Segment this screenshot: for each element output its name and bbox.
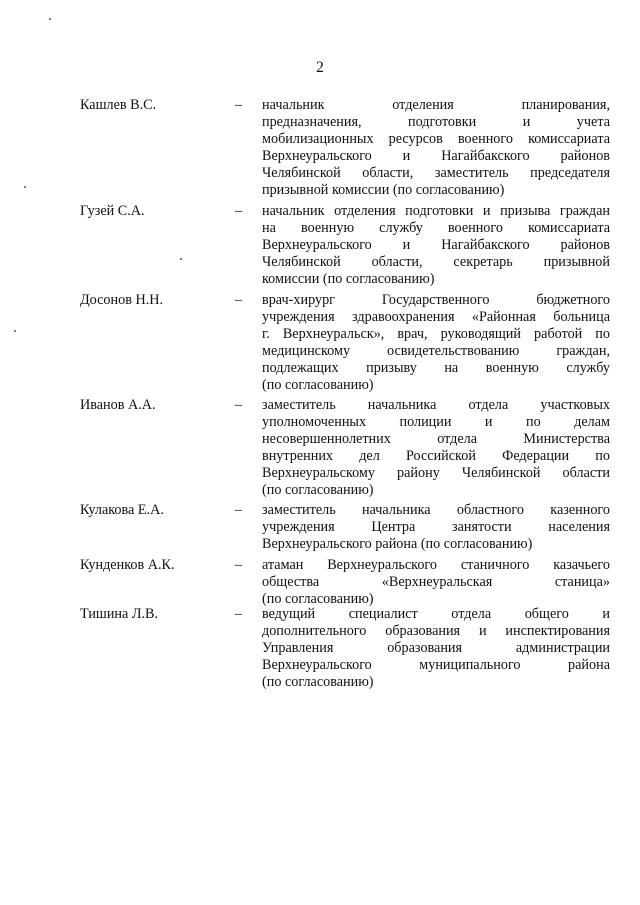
position-line: медицинскому освидетельствованию граждан, bbox=[262, 343, 610, 359]
member-name: Досонов Н.Н. bbox=[80, 292, 164, 308]
position-line: г. Верхнеуральск», врач, руководящий работой по bbox=[262, 326, 610, 342]
position-line: подлежащих призыву на военную службу bbox=[262, 360, 610, 376]
position-line: Челябинской области, заместитель председателя bbox=[262, 165, 610, 181]
member-name: Кунденков А.К. bbox=[80, 557, 175, 573]
member-name: Кашлев В.С. bbox=[80, 97, 157, 113]
member-name: Иванов А.А. bbox=[80, 397, 156, 413]
position-line: мобилизационных ресурсов военного комиссариата bbox=[262, 131, 610, 147]
position-line: внутренних дел Российской Федерации по bbox=[262, 448, 610, 464]
member-dash: – bbox=[235, 97, 243, 113]
scan-speck bbox=[49, 18, 51, 20]
position-line: несовершеннолетних отдела Министерства bbox=[262, 431, 610, 447]
position-line: Верхнеуральскому району Челябинской области bbox=[262, 465, 610, 481]
member-dash: – bbox=[235, 502, 243, 518]
member-position bbox=[262, 203, 610, 288]
position-line: уполномоченных полиции и по делам bbox=[262, 414, 610, 430]
member-position bbox=[262, 97, 610, 199]
member-position bbox=[262, 292, 610, 394]
member-dash: – bbox=[235, 203, 243, 219]
position-line: ведущий специалист отдела общего и bbox=[262, 606, 610, 622]
member-dash: – bbox=[235, 606, 243, 622]
position-line: врач-хирург Государственного бюджетного bbox=[262, 292, 610, 308]
position-line: (по согласованию) bbox=[262, 377, 374, 393]
member-dash: – bbox=[235, 292, 243, 308]
position-line: Верхнеуральского муниципального района bbox=[262, 657, 610, 673]
scan-speck bbox=[14, 330, 16, 332]
scan-speck bbox=[180, 258, 182, 260]
position-line: Верхнеуральского и Нагайбакского районов bbox=[262, 237, 610, 253]
scan-speck bbox=[24, 186, 26, 188]
page-number: 2 bbox=[316, 59, 324, 76]
position-line: (по согласованию) bbox=[262, 674, 374, 690]
member-dash: – bbox=[235, 397, 243, 413]
member-name: Тишина Л.В. bbox=[80, 606, 159, 622]
position-line: заместитель начальника отдела участковых bbox=[262, 397, 610, 413]
position-line: Верхнеуральского района (по согласованию) bbox=[262, 536, 533, 552]
position-line: предназначения, подготовки и учета bbox=[262, 114, 610, 130]
position-line: на военную службу военного комиссариата bbox=[262, 220, 610, 236]
member-position bbox=[262, 502, 610, 553]
position-line: (по согласованию) bbox=[262, 482, 374, 498]
position-line: заместитель начальника областного казенного bbox=[262, 502, 610, 518]
position-line: начальник отделения подготовки и призыва граждан bbox=[262, 203, 610, 219]
member-position bbox=[262, 397, 610, 499]
position-line: учреждения Центра занятости населения bbox=[262, 519, 610, 535]
member-dash: – bbox=[235, 557, 243, 573]
position-line: общества «Верхнеуральская станица» bbox=[262, 574, 610, 590]
position-line: (по согласованию) bbox=[262, 591, 374, 607]
position-line: Верхнеуральского и Нагайбакского районов bbox=[262, 148, 610, 164]
position-line: комиссии (по согласованию) bbox=[262, 271, 435, 287]
position-line: начальник отделения планирования, bbox=[262, 97, 610, 113]
position-line: Челябинской области, секретарь призывной bbox=[262, 254, 610, 270]
position-line: учреждения здравоохранения «Районная больница bbox=[262, 309, 610, 325]
position-line: атаман Верхнеуральского станичного казачьего bbox=[262, 557, 610, 573]
member-position bbox=[262, 606, 610, 691]
member-name: Гузей С.А. bbox=[80, 203, 145, 219]
position-line: Управления образования администрации bbox=[262, 640, 610, 656]
position-line: дополнительного образования и инспектирования bbox=[262, 623, 610, 639]
member-name: Кулакова Е.А. bbox=[80, 502, 164, 518]
position-line: призывной комиссии (по согласованию) bbox=[262, 182, 505, 198]
member-position bbox=[262, 557, 610, 608]
